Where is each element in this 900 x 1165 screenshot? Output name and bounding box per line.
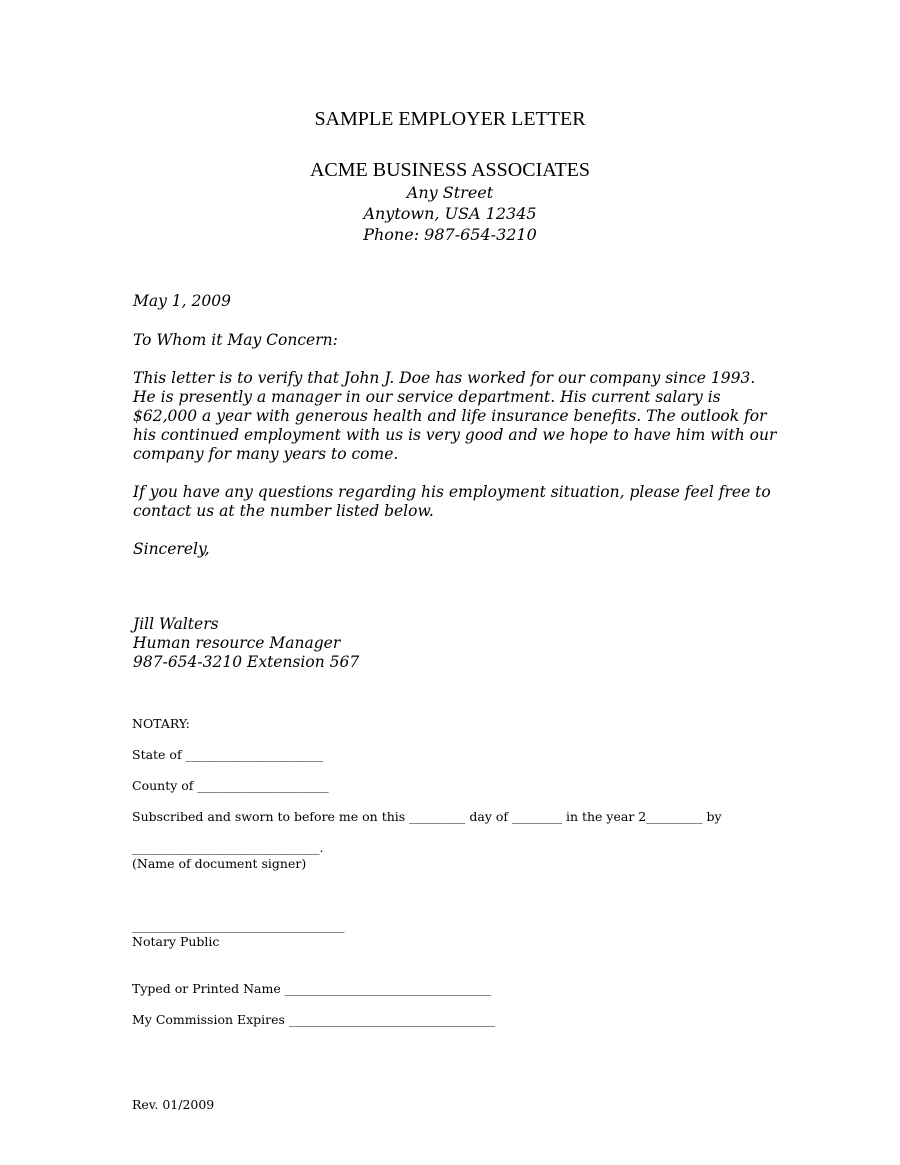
notary-signer-caption: (Name of document signer): [132, 856, 307, 871]
document-title: SAMPLE EMPLOYER LETTER: [314, 108, 586, 130]
company-city: Anytown, USA 12345: [363, 204, 537, 223]
paragraph-line: If you have any questions regarding his employment situation, please feel free to: [133, 483, 771, 501]
signer-name: Jill Walters: [133, 615, 219, 633]
paragraph-line: contact us at the number listed below.: [133, 502, 434, 520]
letter-paragraph-2: [133, 483, 793, 521]
signer-block: [133, 615, 793, 672]
notary-public-caption: Notary Public: [132, 934, 220, 949]
notary-signer-blank: ______________________________.: [132, 840, 324, 855]
letter-paragraph-1: [133, 369, 793, 464]
letter-closing: Sincerely,: [133, 540, 210, 558]
letter-date: May 1, 2009: [133, 292, 231, 310]
company-name: ACME BUSINESS ASSOCIATES: [309, 159, 591, 181]
paragraph-line: $62,000 a year with generous health and life insurance benefits. The outlook for: [133, 407, 767, 425]
paragraph-line: company for many years to come.: [133, 445, 399, 463]
signer-phone: 987-654-3210 Extension 567: [133, 653, 360, 671]
notary-sworn-statement: Subscribed and sworn to before me on this _________ day of ________ in the year 2_________ by: [132, 809, 722, 824]
paragraph-line: his continued employment with us is very good and we hope to have him with our: [133, 426, 777, 444]
paragraph-line: He is presently a manager in our service department. His current salary is: [133, 388, 721, 406]
notary-heading: NOTARY:: [132, 716, 190, 731]
revision-label: Rev. 01/2009: [132, 1097, 215, 1112]
notary-printed-name-field: Typed or Printed Name _________________________________: [132, 981, 491, 996]
paragraph-line: This letter is to verify that John J. Doe has worked for our company since 1993.: [133, 369, 756, 387]
signer-title: Human resource Manager: [133, 634, 341, 652]
notary-county-field: County of _____________________: [132, 778, 329, 793]
notary-public-blank: __________________________________: [132, 918, 345, 933]
company-phone: Phone: 987-654-3210: [363, 225, 537, 244]
letter-salutation: To Whom it May Concern:: [133, 331, 338, 349]
notary-commission-field: My Commission Expires _________________________________: [132, 1012, 496, 1027]
company-street: Any Street: [406, 183, 494, 202]
notary-state-field: State of ______________________: [132, 747, 324, 762]
